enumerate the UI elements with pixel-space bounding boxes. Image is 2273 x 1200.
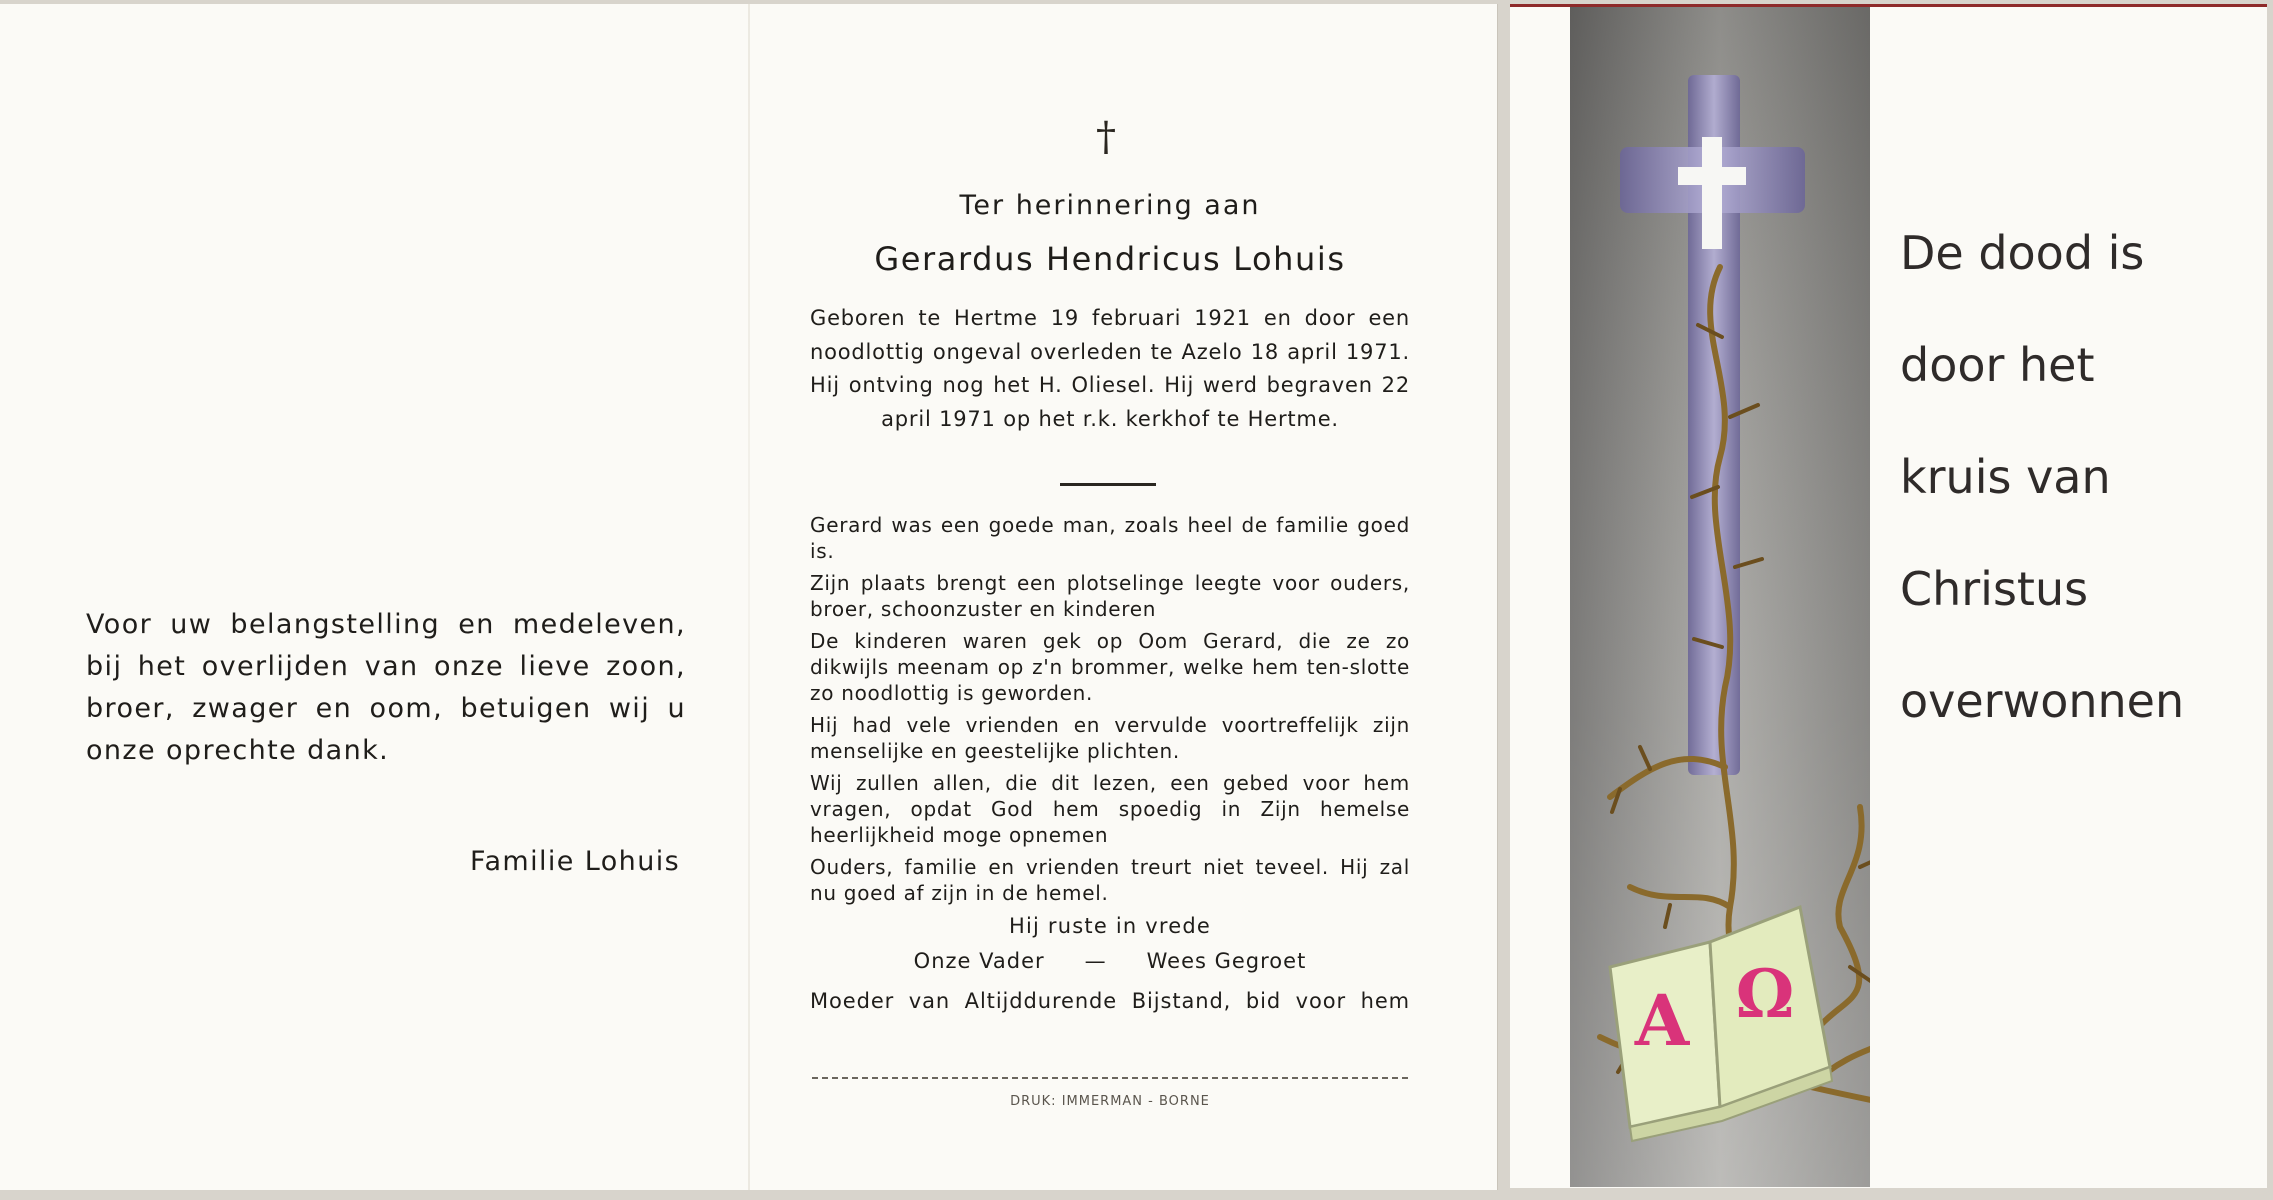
memorial-paragraph-4: Hij had vele vrienden en vervulde voortreffelijk zijn menselijke en geestelijke plichten. bbox=[810, 713, 1410, 763]
deceased-name: Gerardus Hendricus Lohuis bbox=[874, 240, 1346, 278]
omega-symbol: Ω bbox=[1735, 955, 1795, 1033]
printer-credit: DRUK: IMMERMAN - BORNE bbox=[1010, 1094, 1210, 1109]
verse-line-5: overwonnen bbox=[1900, 674, 2185, 728]
memorial-paragraph-6: Ouders, familie en vrienden treurt niet teveel. Hij zal nu goed af zijn in de hemel. bbox=[810, 855, 1410, 905]
memorial-paragraph-5: Wij zullen allen, die dit lezen, een gebed voor hem vragen, opdat God hem spoedig in Zijn hemelse heerlijkheid moge opnemen bbox=[810, 771, 1410, 847]
memorial-heading: Ter herinnering aan bbox=[959, 190, 1261, 221]
verse-line-1: De dood is bbox=[1900, 226, 2145, 280]
closing-invocation: Moeder van Altijddurende Bijstand, bid voor hem bbox=[810, 989, 1410, 1013]
cross-icon: † bbox=[1096, 114, 1116, 160]
biography-text: Geboren te Hertme 19 februari 1921 en door een noodlottig ongeval overleden te Azelo 18 april 1971. Hij ontving nog het H. Oliesel. Hij werd begraven 22 april 1971 op het r.k. kerkhof te Hertme. bbox=[810, 306, 1410, 431]
prayer-hail-mary: Wees Gegroet bbox=[1146, 949, 1307, 973]
family-signature: Familie Lohuis bbox=[470, 846, 681, 877]
front-cover bbox=[1510, 4, 2267, 1188]
alpha-symbol: A bbox=[1634, 979, 1690, 1062]
card-fold bbox=[748, 4, 750, 1190]
memorial-paragraph-2: Zijn plaats brengt een plotselinge leegte voor ouders, broer, schoonzuster en kinderen bbox=[810, 571, 1410, 621]
cover-verse bbox=[1900, 197, 2260, 757]
cross-and-thorns-illustration bbox=[1570, 7, 1870, 1187]
footer-rule bbox=[812, 1077, 1408, 1079]
prayer-dash: — bbox=[1084, 949, 1107, 973]
verse-line-4: Christus bbox=[1900, 562, 2089, 616]
verse-line-3: kruis van bbox=[1900, 450, 2111, 504]
section-divider bbox=[1060, 483, 1156, 486]
verse-line-2: door het bbox=[1900, 338, 2095, 392]
memorial-paragraph-3: De kinderen waren gek op Oom Gerard, die ze zo dikwijls meenam op z'n brommer, welke hem ten-slotte zo noodlottig is geworden. bbox=[810, 629, 1410, 705]
thanks-message: Voor uw belangstelling en medeleven, bij het overlijden van onze lieve zoon, broer, zwager en oom, betuigen wij u onze oprechte dank. bbox=[86, 609, 686, 766]
prayer-line bbox=[810, 949, 1410, 973]
rest-in-peace-line: Hij ruste in vrede bbox=[1008, 914, 1212, 938]
memorial-paragraph-1: Gerard was een goede man, zoals heel de familie goed is. bbox=[810, 513, 1410, 563]
inner-spread bbox=[0, 4, 1498, 1190]
prayer-our-father: Onze Vader bbox=[913, 949, 1045, 973]
